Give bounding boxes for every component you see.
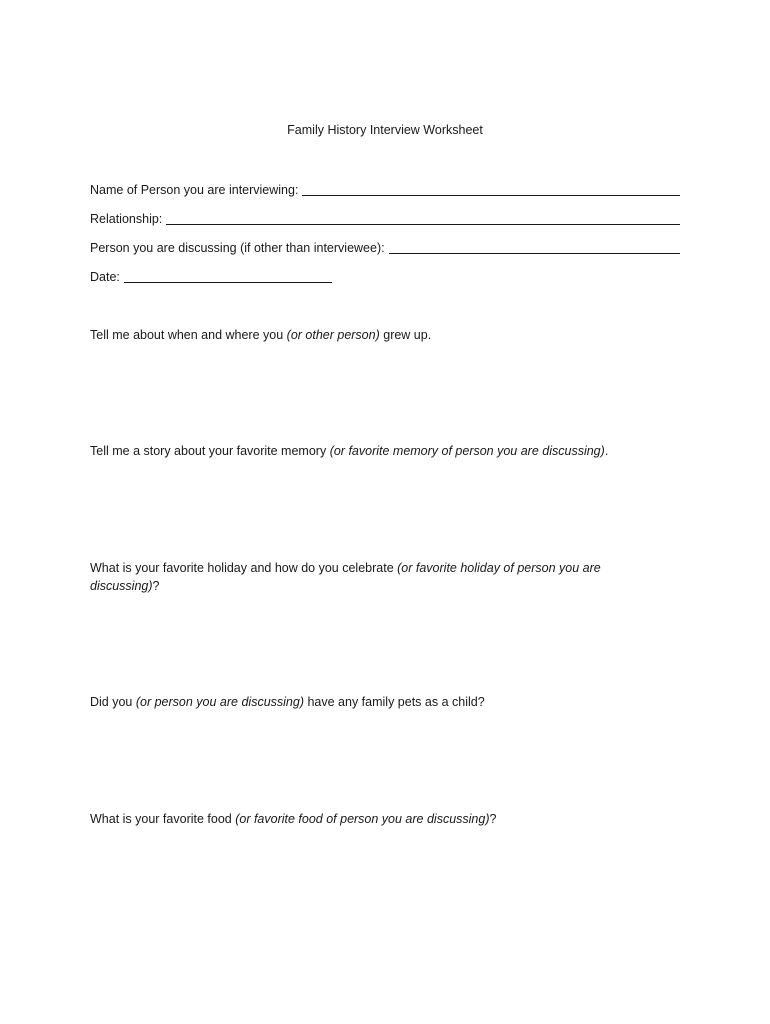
date-field[interactable] bbox=[90, 268, 332, 286]
date-line[interactable] bbox=[124, 270, 332, 283]
question-family-pets bbox=[90, 693, 650, 711]
question-grew-up bbox=[90, 326, 650, 344]
question-italic: (or favorite holiday of person you are discussing) bbox=[90, 561, 601, 593]
question-text-end: . bbox=[604, 444, 609, 458]
person-discussing-line[interactable] bbox=[389, 241, 680, 254]
question-italic: (or favorite memory of person you are discussing) bbox=[329, 444, 605, 458]
question-text-end: grew up. bbox=[379, 328, 432, 342]
question-text: What is your favorite holiday and how do you celebrate bbox=[90, 561, 398, 575]
question-italic: (or person you are discussing) bbox=[135, 695, 304, 709]
document-title: Family History Interview Worksheet bbox=[287, 123, 483, 137]
person-discussing-field[interactable] bbox=[90, 239, 680, 257]
question-text: Did you bbox=[90, 695, 136, 709]
question-text: Tell me a story about your favorite memory bbox=[90, 444, 330, 458]
interviewee-name-line[interactable] bbox=[302, 183, 680, 196]
question-text-end: have any family pets as a child? bbox=[304, 695, 485, 709]
question-italic: (or favorite food of person you are discussing) bbox=[235, 812, 490, 826]
question-italic: (or other person) bbox=[286, 328, 380, 342]
question-text: Tell me about when and where you bbox=[90, 328, 287, 342]
question-favorite-memory bbox=[90, 442, 650, 460]
person-discussing-label: Person you are discussing (if other than interviewee): bbox=[90, 241, 385, 255]
date-label: Date: bbox=[90, 270, 120, 284]
interviewee-name-label: Name of Person you are interviewing: bbox=[90, 183, 299, 197]
question-text-end: ? bbox=[489, 812, 497, 826]
question-favorite-holiday bbox=[90, 559, 630, 595]
question-favorite-food bbox=[90, 810, 650, 828]
question-text: What is your favorite food bbox=[90, 812, 236, 826]
interviewee-name-field[interactable] bbox=[90, 181, 680, 199]
question-text-end: ? bbox=[152, 579, 160, 593]
relationship-field[interactable] bbox=[90, 210, 680, 228]
relationship-line[interactable] bbox=[166, 212, 680, 225]
relationship-label: Relationship: bbox=[90, 212, 163, 226]
